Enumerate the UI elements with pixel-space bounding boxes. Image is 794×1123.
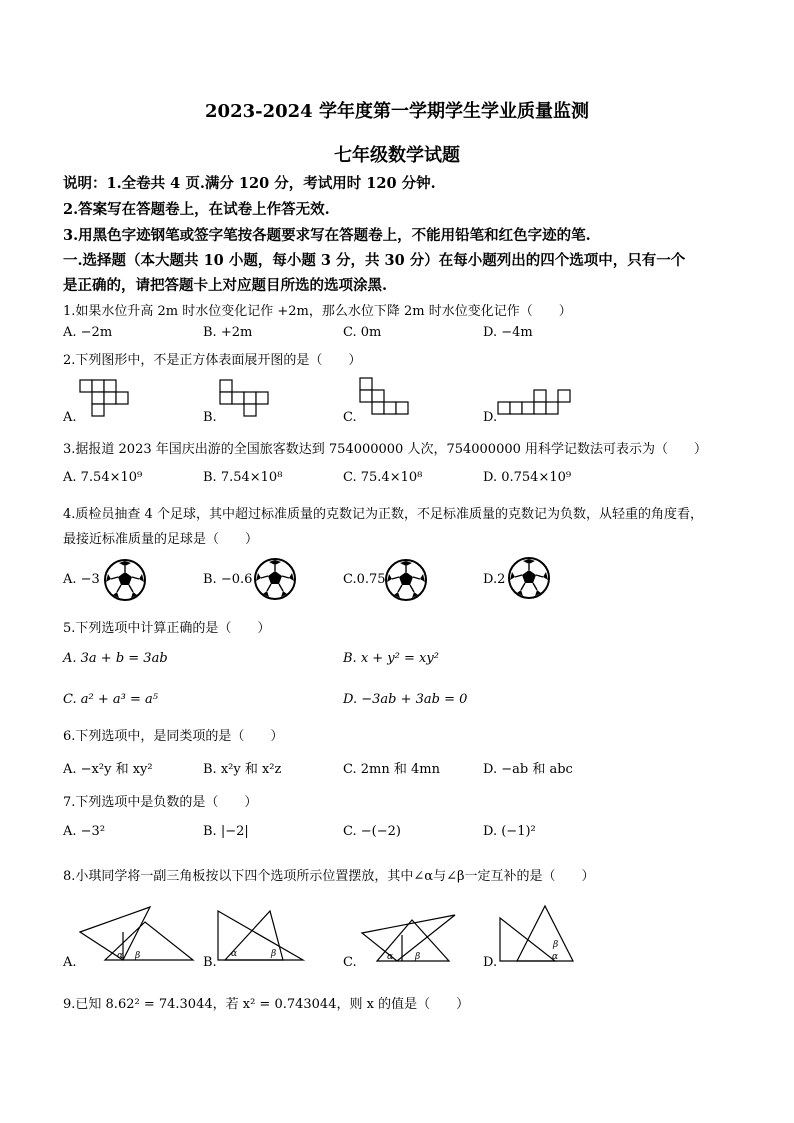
question-1-option-d: D. −4m <box>483 325 533 340</box>
angle-beta-label: β <box>135 951 141 961</box>
cube-net-a-figure <box>80 378 135 423</box>
question-8-option-b: B. <box>203 955 217 970</box>
instruction-line-2: 2.答案写在答题卷上，在试卷上作答无效. <box>63 201 330 218</box>
question-3-option-c: C. 75.4×10⁸ <box>343 470 423 485</box>
question-5-stem: 5.下列选项中计算正确的是（ ） <box>63 621 271 636</box>
section-heading-line-2: 是正确的，请把答题卡上对应题目所选的选项涂黑. <box>63 277 388 294</box>
question-8-option-a: A. <box>63 955 77 970</box>
instruction-line-3: 3.用黑色字迹钢笔或签字笔按各题要求写在答题卷上，不能用铅笔和红色字迹的笔. <box>63 227 591 244</box>
question-2-option-b: B. <box>203 410 217 425</box>
triangle-set-c-figure <box>357 905 457 963</box>
angle-beta-label: β <box>415 952 421 962</box>
angle-beta-label: β <box>553 940 559 950</box>
question-8-option-d: D. <box>483 955 498 970</box>
question-7-stem: 7.下列选项中是负数的是（ ） <box>63 795 258 810</box>
cube-net-b-figure <box>220 378 275 423</box>
angle-alpha-label: α <box>387 952 394 962</box>
question-8-stem: 8.小琪同学将一副三角板按以下四个选项所示位置摆放，其中∠α与∠β一定互补的是（ ） <box>63 869 595 884</box>
question-6-stem: 6.下列选项中，是同类项的是（ ） <box>63 729 284 744</box>
question-5-option-c: C. a² + a³ = a⁵ <box>63 692 158 707</box>
angle-alpha-label: α <box>552 952 559 962</box>
question-6-option-d: D. −ab 和 abc <box>483 762 573 777</box>
question-1-option-a: A. −2m <box>63 325 113 340</box>
soccer-ball-icon <box>384 558 428 602</box>
question-4-option-a: A. −3 <box>63 572 100 587</box>
question-4-option-b: B. −0.6 <box>203 572 253 587</box>
question-2-option-d: D. <box>483 410 498 425</box>
cube-net-c-figure <box>360 378 415 423</box>
question-2-stem: 2.下列图形中，不是正方体表面展开图的是（ ） <box>63 353 362 368</box>
question-4-option-d: D.2 <box>483 572 506 587</box>
question-5-option-a: A. 3a + b = 3ab <box>63 651 168 666</box>
question-3-option-d: D. 0.754×10⁹ <box>483 470 572 485</box>
question-5-option-b: B. x + y² = xy² <box>343 651 439 666</box>
question-1-stem: 1.如果水位升高 2m 时水位变化记作 +2m，那么水位下降 2m 时水位变化记作（ ） <box>63 304 572 319</box>
soccer-ball-icon <box>103 558 147 602</box>
soccer-ball-icon <box>253 557 297 601</box>
angle-alpha-label: α <box>231 949 238 959</box>
angle-alpha-label: α <box>117 951 124 961</box>
question-7-option-b: B. |−2| <box>203 824 249 839</box>
question-8-option-c: C. <box>343 955 357 970</box>
question-3-option-b: B. 7.54×10⁸ <box>203 470 283 485</box>
question-3-option-a: A. 7.54×10⁹ <box>63 470 143 485</box>
question-3-stem: 3.据报道 2023 年国庆出游的全国旅客数达到 754000000 人次，754000000 用科学记数法可表示为（ ） <box>63 442 708 457</box>
triangle-set-b-figure <box>215 908 305 963</box>
angle-beta-label: β <box>271 949 277 959</box>
soccer-ball-icon <box>507 556 551 600</box>
cube-net-d-figure <box>498 390 573 425</box>
question-6-option-b: B. x²y 和 x²z <box>203 762 282 777</box>
exam-title: 2023-2024 学年度第一学期学生学业质量监测 <box>205 101 589 122</box>
question-9-stem: 9.已知 8.62² = 74.3044，若 x² = 0.743044，则 x 的值是（ ） <box>63 997 470 1012</box>
question-5-option-d: D. −3ab + 3ab = 0 <box>343 692 468 707</box>
triangle-set-a-figure <box>75 902 195 964</box>
triangle-set-d-figure <box>497 903 577 965</box>
question-4-stem: 4.质检员抽查 4 个足球，其中超过标准质量的克数记为正数，不足标准质量的克数记为负数，从轻重的角度看， <box>63 507 703 522</box>
question-7-option-a: A. −3² <box>63 824 106 839</box>
question-6-option-a: A. −x²y 和 xy² <box>63 762 153 777</box>
question-4-stem-continued: 最接近标准质量的足球是（ ） <box>63 532 259 547</box>
exam-subtitle: 七年级数学试题 <box>334 145 460 166</box>
section-heading-line-1: 一.选择题（本大题共 10 小题，每小题 3 分，共 30 分）在每小题列出的四个选项中，只有一个 <box>63 252 686 269</box>
question-2-option-c: C. <box>343 410 357 425</box>
instruction-line-1: 说明：1.全卷共 4 页.满分 120 分，考试用时 120 分钟. <box>63 175 436 192</box>
question-4-option-c: C.0.75 <box>343 572 386 587</box>
question-2-option-a: A. <box>63 410 77 425</box>
question-1-option-c: C. 0m <box>343 325 382 340</box>
question-7-option-d: D. (−1)² <box>483 824 536 839</box>
question-1-option-b: B. +2m <box>203 325 253 340</box>
question-6-option-c: C. 2mn 和 4mn <box>343 762 440 777</box>
question-7-option-c: C. −(−2) <box>343 824 401 839</box>
